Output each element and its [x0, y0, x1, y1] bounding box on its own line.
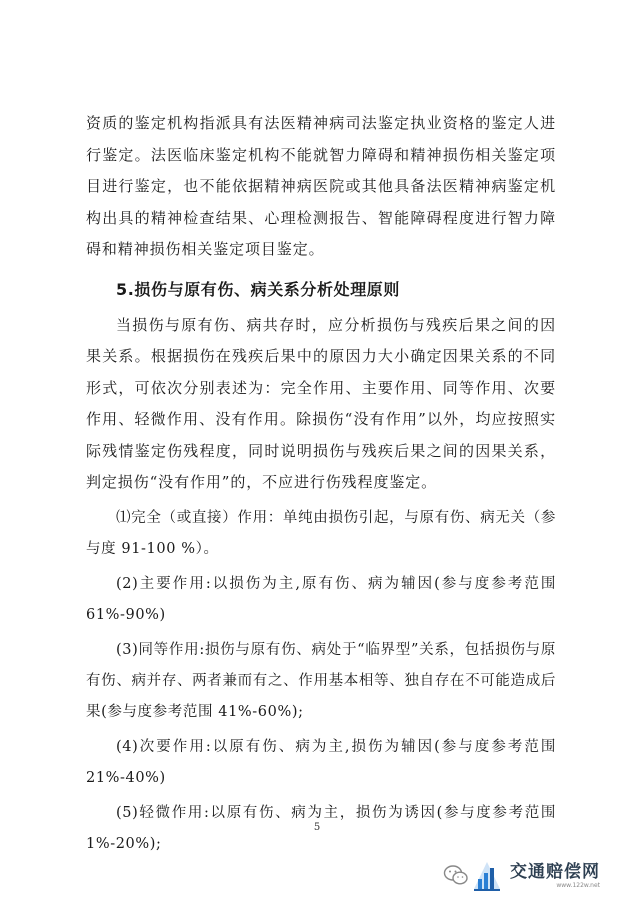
list-item-complete: ⑴完全（或直接）作用：单纯由损伤引起，与原有伤、病无关（参与度 91-100 %）。: [86, 509, 556, 557]
list-item-minor: (5)轻微作用:以原有伤、病为主，损伤为诱因(参与度参考范围 1%-20%);: [86, 804, 556, 852]
watermark: [470, 858, 630, 894]
section-heading: 5.损伤与原有伤、病关系分析处理原则: [116, 279, 401, 299]
intro-paragraph: 当损伤与原有伤、病共存时，应分析损伤与残疾后果之间的因果关系。根据损伤在残疾后果中的原因力大小确定因果关系的不同形式，可依次分别表述为：完全作用、主要作用、同等作用、次要作用、轻微作用、没有作用。除损伤“没有作用”以外，均应按照实际残情鉴定伤残程度，同时说明损伤与残疾后果之间的因果关系，判定损伤“没有作用”的，不应进行伤残程度鉴定。: [86, 315, 556, 491]
watermark-url: www.122w.net: [556, 882, 600, 889]
list-item-equal: (3)同等作用:损伤与原有伤、病处于“临界型”关系，包括损伤与原有伤、病并存、两者兼而有之、作用基本相等、独自存在不可能造成后果(参与度参考范围 41%-60%);: [86, 641, 556, 720]
continued-paragraph: 资质的鉴定机构指派具有法医精神病司法鉴定执业资格的鉴定人进行鉴定。法医临床鉴定机构不能就智力障碍和精神损伤相关鉴定项目进行鉴定，也不能依据精神病医院或其他具备法医精神病鉴定机构出具的精神检查结果、心理检测报告、智能障碍程度进行智力障碍和精神损伤相关鉴定项目鉴定。: [86, 114, 556, 258]
watermark-title: 交通赔偿网: [510, 862, 600, 882]
document-body: [86, 108, 556, 860]
list-item-primary: (2)主要作用:以损伤为主,原有伤、病为辅因(参与度参考范围61%-90%): [86, 575, 556, 623]
wechat-icon: [443, 864, 469, 886]
page-number: 5: [313, 822, 321, 833]
bar-chart-logo-icon: [470, 859, 504, 893]
list-item-secondary: (4)次要作用:以原有伤、病为主,损伤为辅因(参与度参考范围21%-40%): [86, 738, 556, 786]
watermark-text: [510, 862, 600, 890]
